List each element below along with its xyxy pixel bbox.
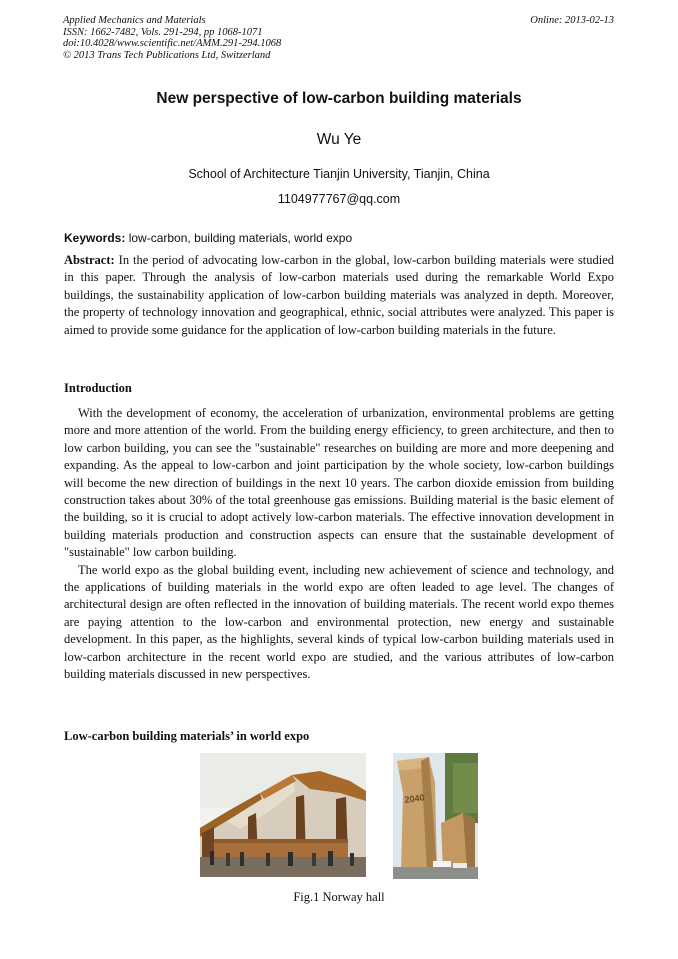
intro-paragraph-2: The world expo as the global building event, including new achievement of science and technology, and the applications of building materials in the world expo are often leaded to age level. The changes of architectural design are often reflected in the innovation of building materials. The recent world expo themes are paying attention to the low-carbon and environmental protection, new energy and sustainable development. In this paper, as the highlights, several kinds of typical low-carbon building materials used in low-carbon architecture in the recent world expo are studied, and the various attributes of low-carbon building materials discussed in new perspectives. bbox=[64, 562, 614, 682]
keywords bbox=[64, 231, 614, 245]
online-date: Online: 2013-02-13 bbox=[530, 15, 614, 26]
abstract bbox=[64, 252, 614, 339]
introduction-body bbox=[64, 405, 614, 684]
doi-line: doi:10.4028/www.scientific.net/AMM.291-294.1068 bbox=[63, 38, 282, 49]
journal-metadata bbox=[63, 15, 281, 61]
abstract-label: Abstract: bbox=[64, 253, 115, 267]
paper-title: New perspective of low-carbon building materials bbox=[156, 90, 522, 107]
issn-line: ISSN: 1662-7482, Vols. 291-294, pp 1068-1071 bbox=[63, 26, 263, 38]
author-email: 1104977767@qq.com bbox=[277, 192, 401, 206]
keywords-label: Keywords: bbox=[64, 231, 126, 245]
journal-name: Applied Mechanics and Materials bbox=[63, 15, 206, 26]
introduction-heading: Introduction bbox=[64, 381, 132, 395]
intro-paragraph-1: With the development of economy, the acceleration of urbanization, environmental problems are getting more and more attention of the world. From the building energy efficiency, to green architecture, and then to low carbon building, you can see the "sustainable" researches on building are more and more deepening and expanding. As the appeal to low-carbon and joint participation by the whole society, low-carbon buildings will become the new direction of buildings in the next 10 years. The carbon dioxide emission from building construction takes about 30% of the total greenhouse gas emissions. Building material is the basic element of the building, so it is crucial to adopt actively low-carbon materials. The effective innovation development in building materials production and construction aspects can ensure that the sustainable development of "sustainable" low carbon building. bbox=[64, 406, 614, 560]
keywords-text: low-carbon, building materials, world expo bbox=[128, 231, 353, 245]
norway-hall-photo-exterior bbox=[200, 753, 366, 877]
tower-sign-text: 2040 bbox=[403, 792, 426, 805]
copyright-line: © 2013 Trans Tech Publications Ltd, Switzerland bbox=[63, 49, 271, 61]
figure-caption: Fig.1 Norway hall bbox=[293, 890, 385, 904]
author-name: Wu Ye bbox=[316, 131, 362, 148]
norway-hall-photo-tower bbox=[393, 753, 478, 879]
section-heading-world-expo: Low-carbon building materials’ in world expo bbox=[64, 729, 310, 743]
abstract-text: In the period of advocating low-carbon in the global, low-carbon building materials were studied in this paper. Through the analysis of low-carbon materials used during the remarkable World Expo buildings, the sustainability application of low-carbon building materials was analyzed in depth. Moreover, the property of technology innovation and geographical, ethnic, social attributes were analyzed. This paper is aimed to provide some guidance for the application of low-carbon building materials in the future. bbox=[64, 253, 615, 337]
affiliation: School of Architecture Tianjin University, Tianjin, China bbox=[188, 167, 490, 181]
